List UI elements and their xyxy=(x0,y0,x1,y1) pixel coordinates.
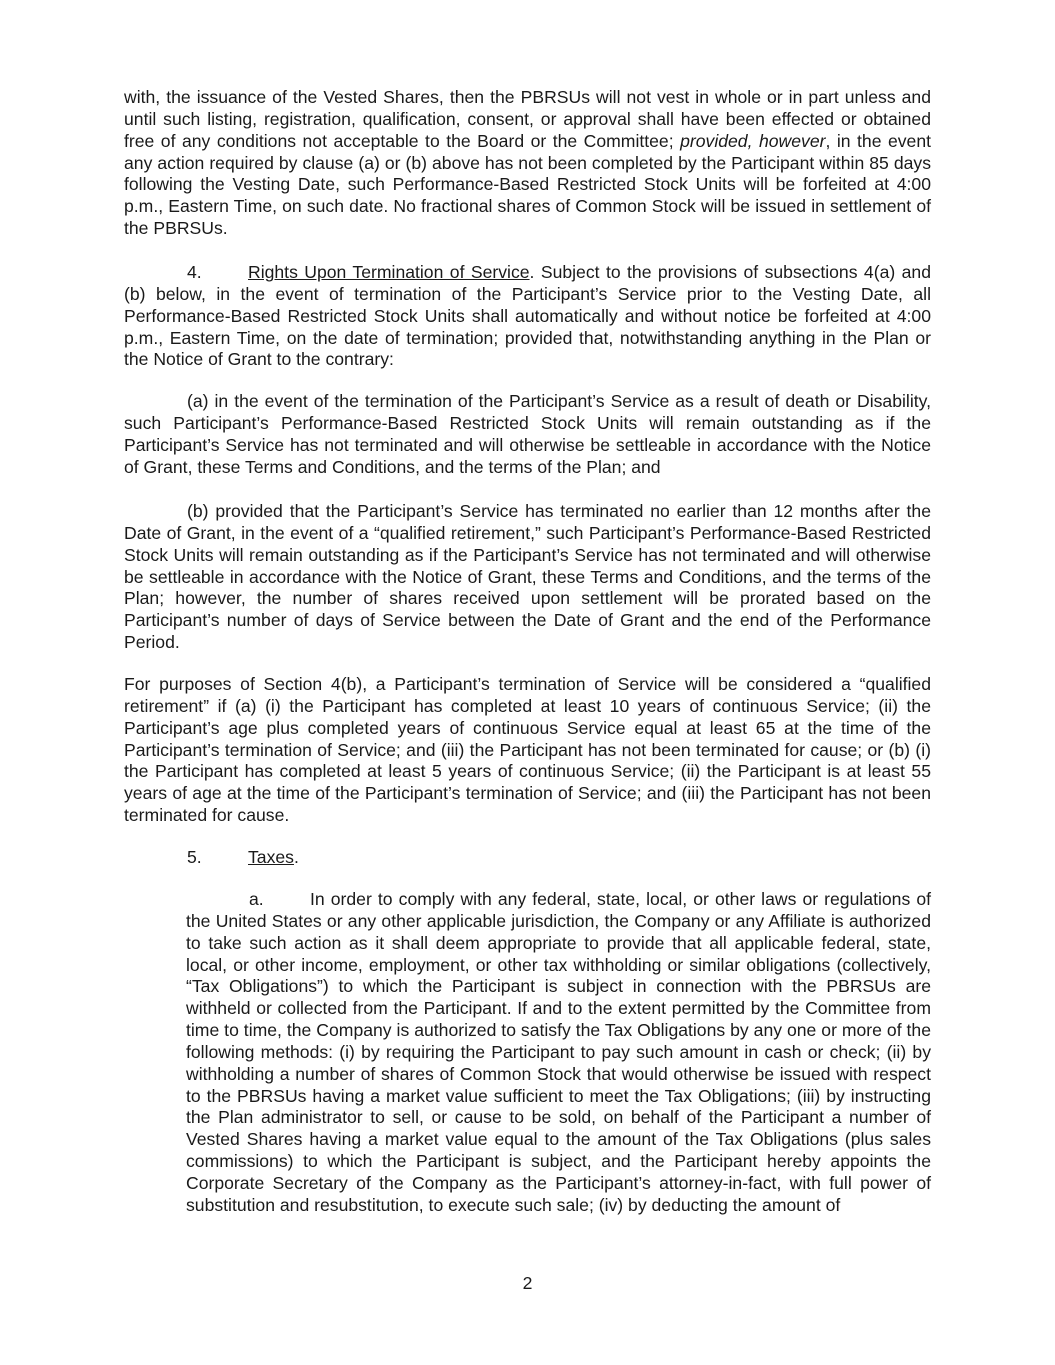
section-4b: (b) provided that the Participant’s Service has terminated no earlier than 12 months after the Date of Grant, in the event of a “qualified retirement,” such Participant’s Performance-Based Restricted Stock Units will remain outstanding as if the Participant’s Service has not terminated and will otherwise be settleable in accordance with the Notice of Grant, these Terms and Conditions, and the terms of the Plan; however, the number of shares received upon settlement will be prorated based on the Participant’s number of days of Service between the Date of Grant and the end of the Performance Period. xyxy=(124,501,931,653)
section-4 xyxy=(124,262,931,371)
section-5-heading-suffix: . xyxy=(293,847,299,867)
paragraph-text: , in the event any action required by clause (a) or (b) above has not been completed by the Participant within 85 days following the Vesting Date, such Performance-Based Restricted Stock Units will be forfeited at 4:00 p.m., Eastern Time, on such date. No fractional shares of Common Stock will be issued in settlement of the PBRSUs. xyxy=(124,130,932,239)
paragraph-continuation xyxy=(124,87,931,240)
qualified-retirement-definition: For purposes of Section 4(b), a Participant’s termination of Service will be considered a “qualified retirement” if (a) (i) the Participant has completed at least 10 years of continuous Service; (ii) the Participant’s age plus completed years of continuous Service equal at least 65 at the time of the Participant’s termination of Service; and (iii) the Participant has not been terminated for cause; or (b) (i) the Participant has completed at least 5 years of continuous Service; (ii) the Participant is at least 55 years of age at the time of the Participant’s termination of Service; and (iii) the Participant has not been terminated for cause. xyxy=(124,674,931,826)
section-5 xyxy=(124,847,931,869)
page-number: 2 xyxy=(522,1273,533,1293)
section-4-number: 4. xyxy=(187,262,202,282)
italic-proviso: provided, however xyxy=(680,130,826,151)
section-4-text: . Subject to the provisions of subsections 4(a) and (b) below, in the event of termination of the Participant’s Service prior to the Vesting Date, all Performance-Based Restricted Stock Units shall automatically and without notice be forfeited at 4:00 p.m., Eastern Time, on the date of termination; provided that, notwithstanding anything in the Plan or the Notice of Grant to the contrary: xyxy=(124,262,931,370)
section-5a-label: a. xyxy=(249,889,264,909)
section-5-heading: Taxes xyxy=(248,847,294,867)
section-4-heading: Rights Upon Termination of Service xyxy=(248,262,530,282)
paragraph-text: with, the issuance of the Vested Shares, then the PBRSUs will not vest in whole or in part unless and until such listing, registration, qualification, consent, or approval shall have been effected or obtained free of any conditions not acceptable to the Board or the Committee; xyxy=(124,87,931,151)
section-4a: (a) in the event of the termination of the Participant’s Service as a result of death or Disability, such Participant’s Performance-Based Restricted Stock Units will remain outstanding as if the Participant’s Service has not terminated and will otherwise be settleable in accordance with the Notice of Grant, these Terms and Conditions, and the terms of the Plan; and xyxy=(124,391,931,477)
section-5a-text: In order to comply with any federal, state, local, or other laws or regulations of the United States or any other applicable jurisdiction, the Company or any Affiliate is authorized to take such action as it shall deem appropriate to provide that all applicable federal, state, local, or other income, employment, or other tax withholding or similar obligations (collectively, “Tax Obligations”) to which the Participant is subject in connection with the PBRSUs are withheld or collected from the Participant. If and to the extent permitted by the Committee from time to time, the Company is authorized to satisfy the Tax Obligations by any one or more of the following methods: (i) by requiring the Participant to pay such amount in cash or check; (ii) by withholding a number of shares of Common Stock that would otherwise be issued with respect to the PBRSUs having a market value sufficient to meet the Tax Obligations; (iii) by instructing the Plan administrator to sell, or cause to be sold, on behalf of the Participant a number of Vested Shares having a market value equal to the amount of the Tax Obligations (plus sales commissions) to which the Participant is subject, and the Participant hereby appoints the Corporate Secretary of the Company as the Participant’s attorney-in-fact, with full power of substitution and resubstitution, to execute such sale; (iv) by deducting the amount of xyxy=(186,889,931,1215)
section-5-number: 5. xyxy=(187,847,202,867)
section-5a xyxy=(186,889,931,1217)
